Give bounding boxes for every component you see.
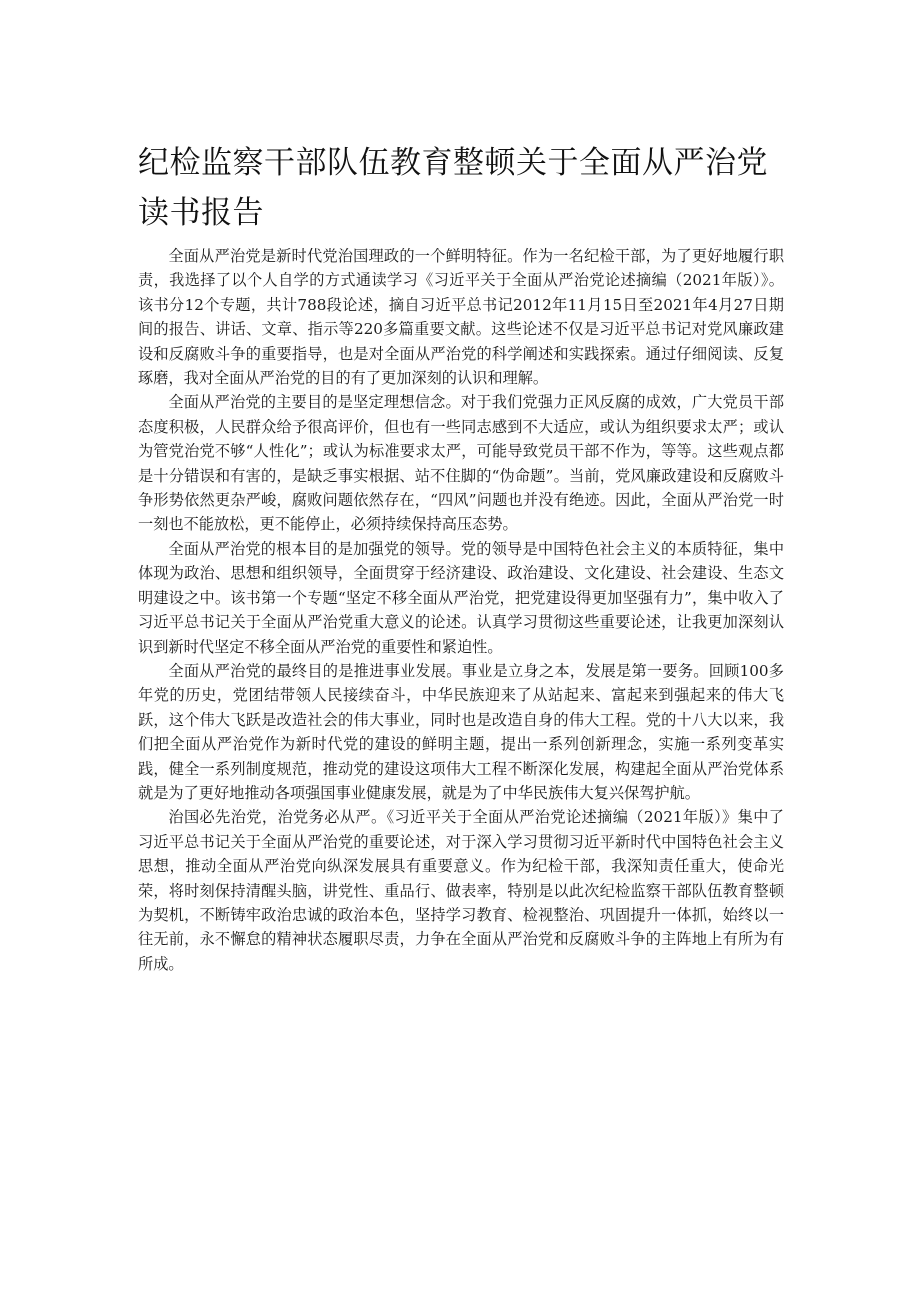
document-body: [138, 244, 784, 976]
paragraph-conclusion: 治国必先治党，治党务必从严。《习近平关于全面从严治党论述摘编（2021年版）》集中了习近平总书记关于全面从严治党的重要论述，对于深入学习贯彻习近平新时代中国特色社会主义思想，推动全面从严治党向纵深发展具有重要意义。作为纪检干部，我深知责任重大，使命光荣，将时刻保持清醒头脑，讲党性、重品行、做表率，特别是以此次纪检监察干部队伍教育整顿为契机，不断铸牢政治忠诚的政治本色，坚持学习教育、检视整治、巩固提升一体抓，始终以一往无前，永不懈怠的精神状态履职尽责，力争在全面从严治党和反腐败斗争的主阵地上有所为有所成。: [138, 808, 784, 973]
document-title: 纪检监察干部队伍教育整顿关于全面从严治党读书报告: [138, 145, 768, 231]
paragraph-development: 全面从严治党的最终目的是推进事业发展。事业是立身之本，发展是第一要务。回顾100多年党的历史，党团结带领人民接续奋斗，中华民族迎来了从站起来、富起来到强起来的伟大飞跃，这个伟大飞跃是改造社会的伟大事业，同时也是改造自身的伟大工程。党的十八大以来，我们把全面从严治党作为新时代党的建设的鲜明主题，提出一系列创新理念，实施一系列变革实践，健全一系列制度规范，推动党的建设这项伟大工程不断深化发展，构建起全面从严治党体系就是为了更好地推动各项强国事业健康发展，就是为了中华民族伟大复兴保驾护航。: [138, 661, 784, 802]
paragraph-intro: 全面从严治党是新时代党治国理政的一个鲜明特征。作为一名纪检干部，为了更好地履行职责，我选择了以个人自学的方式通读学习《习近平关于全面从严治党论述摘编（2021年版）》。该书分12个专题，共计788段论述，摘自习近平总书记2012年11月15日至2021年4月27日期间的报告、讲话、文章、指示等220多篇重要文献。这些论述不仅是习近平总书记对党风廉政建设和反腐败斗争的重要指导，也是对全面从严治党的科学阐述和实践探索。通过仔细阅读、反复琢磨，我对全面从严治党的目的有了更加深刻的认识和理解。: [138, 247, 784, 388]
paragraph-leadership: 全面从严治党的根本目的是加强党的领导。党的领导是中国特色社会主义的本质特征，集中体现为政治、思想和组织领导，全面贯穿于经济建设、政治建设、文化建设、社会建设、生态文明建设之中。该书第一个专题“坚定不移全面从严治党，把党建设得更加坚强有力”，集中收入了习近平总书记关于全面从严治党重大意义的论述。认真学习贯彻这些重要论述，让我更加深刻认识到新时代坚定不移全面从严治党的重要性和紧迫性。: [138, 539, 784, 656]
paragraph-ideals: 全面从严治党的主要目的是坚定理想信念。对于我们党强力正风反腐的成效，广大党员干部态度积极，人民群众给予很高评价，但也有一些同志感到不大适应，或认为组织要求太严；或认为管党治党不够“人性化”；或认为标准要求太严，可能导致党员干部不作为，等等。这些观点都是十分错误和有害的，是缺乏事实根据、站不住脚的“伪命题”。当前，党风廉政建设和反腐败斗争形势依然更杂严峻，腐败问题依然存在，“四风”问题也并没有绝迹。因此，全面从严治党一时一刻也不能放松，更不能停止，必须持续保持高压态势。: [138, 393, 784, 534]
